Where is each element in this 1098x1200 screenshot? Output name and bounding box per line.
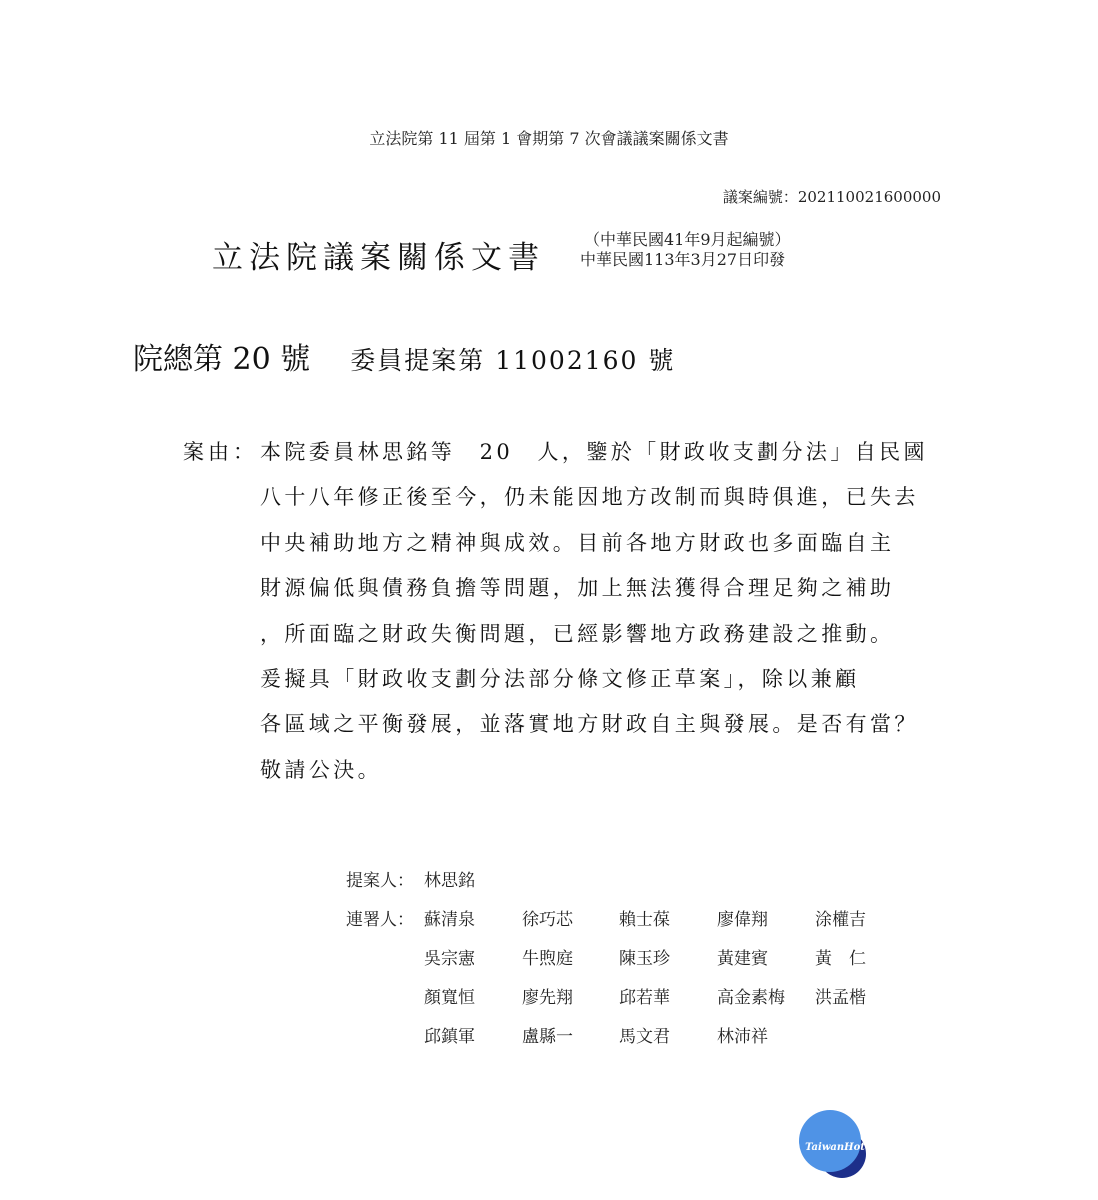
print-date: 中華民國113年3月27日印發 <box>580 250 786 269</box>
case-line: 本院委員林思銘等 20 人，鑒於「財政收支劃分法」自民國 <box>260 440 928 464</box>
yuan-total-number: 院總第 20 號 <box>133 342 311 377</box>
cosigner-name: 盧縣一 <box>522 1027 573 1047</box>
cosigner-name: 涂權吉 <box>815 910 866 930</box>
case-line: 敬請公決。 <box>260 757 382 782</box>
case-line: 爰擬具「財政收支劃分法部分條文修正草案」，除以兼顧 <box>260 667 860 692</box>
cosigner-name: 黃建賓 <box>717 949 768 969</box>
cosigner-name: 牛煦庭 <box>522 949 573 969</box>
cosigner-name: 徐巧芯 <box>522 910 573 930</box>
cosigner-name: 邱若華 <box>619 988 670 1008</box>
logo-text: TaiwanHot <box>805 1142 865 1153</box>
case-body <box>260 430 972 793</box>
cosigner-name: 廖先翔 <box>522 988 573 1008</box>
bill-number: 議案編號：202110021600000 <box>722 188 941 206</box>
cosigner-name: 賴士葆 <box>619 910 670 930</box>
cosigner-name: 吳宗憲 <box>424 949 475 969</box>
cosigner-name: 高金素梅 <box>717 988 785 1008</box>
case-line: 各區域之平衡發展，並落實地方財政自主與發展。是否有當？ <box>260 712 919 737</box>
case-line: 八十八年修正後至今，仍未能因地方改制而與時俱進，已失去 <box>260 485 919 510</box>
taiwanhot-logo-icon <box>797 1108 873 1180</box>
cosigner-name: 廖偉翔 <box>717 910 768 930</box>
cosigners-label: 連署人： <box>346 910 414 930</box>
logo-front-circle-icon <box>799 1110 861 1172</box>
committee-proposal-number: 委員提案第 11002160 號 <box>350 346 676 375</box>
case-line: 財源偏低與債務負擔等問題，加上無法獲得合理足夠之補助 <box>260 576 895 601</box>
cosigner-name: 黃 仁 <box>815 949 866 969</box>
cosigner-name: 蘇清泉 <box>424 910 475 930</box>
proposer-name: 林思銘 <box>424 871 475 891</box>
case-line: 中央補助地方之精神與成效。目前各地方財政也多面臨自主 <box>260 530 895 555</box>
cosigner-name: 馬文君 <box>619 1027 670 1047</box>
numbers-line <box>133 334 675 378</box>
case-label: 案由： <box>183 440 258 464</box>
header-line: 立法院第 11 屆第 1 會期第 7 次會議議案關係文書 <box>369 129 729 148</box>
proposer-label: 提案人： <box>346 871 414 891</box>
cosigner-name: 顏寬恒 <box>424 988 475 1008</box>
document-title: 立法院議案關係文書 <box>212 240 545 276</box>
cosigner-name: 洪孟楷 <box>815 988 866 1008</box>
numbering-note: （中華民國41年9月起編號） <box>584 230 791 249</box>
cosigner-name: 邱鎮軍 <box>424 1027 475 1047</box>
date-block <box>580 230 791 270</box>
cosigner-name: 陳玉珍 <box>619 949 670 969</box>
cosigner-name: 林沛祥 <box>717 1027 768 1047</box>
case-line: ，所面臨之財政失衡問題，已經影響地方政務建設之推動。 <box>260 621 895 646</box>
